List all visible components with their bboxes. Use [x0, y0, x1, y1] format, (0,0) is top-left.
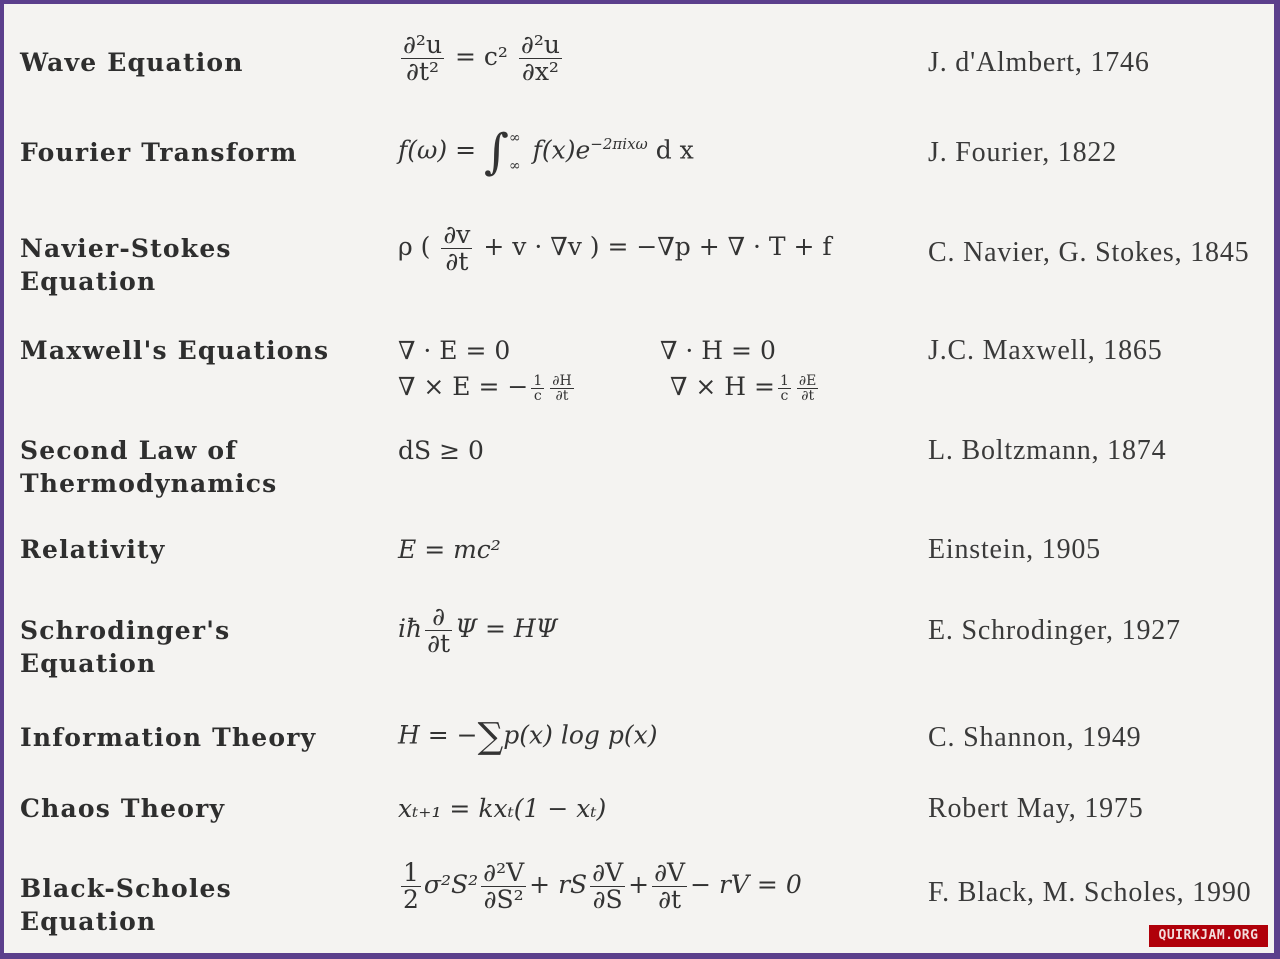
- formula-text: d x: [655, 135, 694, 165]
- equation-citation: L. Boltzmann, 1874: [928, 435, 1167, 466]
- lower-limit: ∞: [509, 157, 521, 174]
- integral-sign: ∫: [484, 123, 510, 180]
- equation-citation: E. Schrodinger, 1927: [928, 615, 1181, 646]
- frac-num: ∂²u: [520, 30, 560, 59]
- equation-name: Black-Scholes Equation: [20, 874, 232, 936]
- frac-num: ∂²u: [403, 30, 443, 59]
- chaos-formula: xₜ₊₁ = kxₜ(1 − xₜ): [398, 794, 607, 823]
- frac-num: 1: [403, 858, 419, 887]
- frac-den: c: [533, 388, 542, 404]
- formula-text: Ψ = HΨ: [455, 614, 558, 643]
- equation-name: Fourier Transform: [20, 138, 298, 167]
- equation-name: Information Theory: [20, 723, 317, 752]
- frac-den: 2: [403, 885, 419, 914]
- formula-text: ∇ × H =: [670, 372, 775, 401]
- sum-sign: ∑: [477, 716, 504, 757]
- frac-den: ∂t: [658, 885, 682, 914]
- maxwell-formula-line2: [398, 370, 908, 403]
- formula-text: + v · ∇v ) = −∇p + ∇ · T + f: [483, 232, 832, 261]
- frac-den: ∂t: [445, 247, 469, 276]
- frac-num: ∂H: [552, 373, 572, 389]
- equation-name: Navier-Stokes Equation: [20, 234, 232, 296]
- equation-citation: C. Navier, G. Stokes, 1845: [928, 237, 1250, 268]
- formula-text: + rS: [529, 870, 588, 899]
- equation-name: Chaos Theory: [20, 794, 226, 823]
- equation-name: Relativity: [20, 535, 166, 564]
- frac-den: ∂t: [801, 388, 815, 404]
- equation-name: Maxwell's Equations: [20, 336, 330, 365]
- second-law-formula: dS ≥ 0: [398, 436, 484, 465]
- fourier-formula: [398, 123, 908, 180]
- equation-name: Second Law of Thermodynamics: [20, 436, 278, 498]
- navier-stokes-formula: [398, 222, 908, 275]
- frac-num: ∂: [425, 604, 452, 631]
- equation-name: Schrodinger's Equation: [20, 616, 231, 678]
- schrodinger-formula: [398, 604, 908, 657]
- equation-citation: Robert May, 1975: [928, 793, 1144, 824]
- frac-num: ∂V: [654, 858, 686, 887]
- formula-text: σ²S²: [423, 870, 479, 899]
- formula-text: ∇ · E = 0: [398, 336, 511, 365]
- frac-num: ∂V: [592, 858, 624, 887]
- formula-text: ∇ × E = −: [398, 372, 529, 401]
- formula-text: ρ (: [398, 232, 431, 261]
- equations-table: [4, 4, 1274, 953]
- frac-num: 1: [533, 373, 543, 389]
- formula-text: ∇ · H = 0: [660, 336, 776, 365]
- black-scholes-formula: [398, 860, 908, 913]
- equation-citation: Einstein, 1905: [928, 534, 1101, 565]
- frac-den: ∂t: [555, 388, 569, 404]
- frac-num: ∂²V: [483, 858, 525, 887]
- formula-text: H = −: [398, 720, 478, 750]
- frac-den: c: [780, 388, 789, 404]
- relativity-formula: E = mc²: [398, 535, 501, 564]
- maxwell-formula-line1: [398, 334, 908, 367]
- formula-text: = c²: [455, 42, 508, 71]
- equation-citation: J.C. Maxwell, 1865: [928, 335, 1163, 366]
- equation-citation: J. d'Almbert, 1746: [928, 47, 1150, 78]
- equation-name: Wave Equation: [20, 48, 244, 77]
- formula-text: +: [628, 870, 650, 899]
- watermark-label: QUIRKJAM.ORG: [1149, 925, 1268, 947]
- exponent: −2πixω: [590, 135, 648, 153]
- formula-text: f(x)e: [532, 135, 591, 165]
- upper-limit: ∞: [509, 129, 521, 146]
- frac-num: ∂E: [798, 373, 817, 389]
- formula-text: − rV = 0: [690, 870, 802, 899]
- formula-text: f(ω) =: [398, 135, 477, 165]
- formula-text: iħ: [398, 614, 423, 643]
- frac-num: ∂v: [443, 220, 471, 249]
- frac-den: ∂t²: [406, 57, 440, 86]
- equation-citation: F. Black, M. Scholes, 1990: [928, 877, 1252, 908]
- equation-citation: C. Shannon, 1949: [928, 722, 1142, 753]
- frac-den: ∂S: [592, 885, 623, 914]
- frac-den: ∂t: [427, 629, 451, 658]
- formula-text: p(x) log p(x): [503, 720, 658, 750]
- frac-den: ∂S²: [483, 885, 524, 914]
- wave-equation-formula: [398, 32, 908, 85]
- frac-num: 1: [780, 373, 789, 389]
- equation-citation: J. Fourier, 1822: [928, 137, 1118, 168]
- information-formula: [398, 717, 908, 757]
- frac-den: ∂x²: [521, 57, 559, 86]
